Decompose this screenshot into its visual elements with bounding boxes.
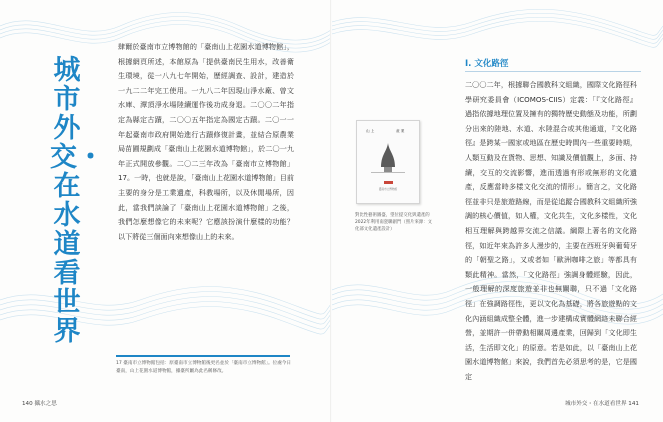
- section-heading: I. 文化路徑: [465, 59, 509, 69]
- body-text-left: 肆爾於臺南市立博物館的「臺南山上花園水道博物館」，根據網頁所述，本館原為「提供臺南民生用水，改善衛生環境，從一八九七年開始，歷經調查、設計，建造於一九二二年完工使用。一九八二年因現山淨水廠、曾文水庫、潭頂淨水場陸續運作後功成身退。二〇〇二年指定為縣定古蹟，二〇〇五年指定為國定古蹟。二〇一一年起臺南市政府開始進行古蹟修復計畫，並結合原農業局苗圃規劃成「臺南山上花園水道博物館」，於二〇一九年正式開放參觀。二〇二三年改為「臺南市立博物館」17。一時，也就是說，「臺南山上花園水道博物館」目前主要的身分是工業遺產，科教場所，以及休閒場所，因此，當我們談論了「臺南山上花園水道博物館」之後，我們怎麼想像它的未來呢？它應該扮演什麼樣的功能？以下將從三個面向來想像山上的未來。: [118, 42, 294, 241]
- figure-title-right: 產 業: [396, 129, 405, 133]
- left-page: [0, 0, 331, 422]
- footnote: 17 臺南市立博物館包括：原臺南市立博物館後更名並於「臺南市立博物館」。位處今日臺南，山上花園水道博物館，據臺所屬為此名稱修改。: [116, 361, 291, 375]
- figure-subtitle: 臺南市立博物館: [378, 188, 398, 191]
- figure-title-left: 山 上: [366, 129, 375, 133]
- publisher-logo: [384, 181, 393, 184]
- body-text-right: 二〇〇二年，根據聯合國教科文組織，國際文化路徑科學研究委員會（ICOMOS-CIIS）定義：「『文化路徑』過指依據地理位置及擁有的獨特歷史動態及功能，所劃分出來的陸地、水道、水陸混合或其他通道，『文化路徑』是跨某一國家或地區在歷史時間內一些重要時期，人類互動及在貨物、思想、知識及價值觀上，多面、持續，交互的交流影響，進而透過有形或無形的文化遺產，反應當時多樣文化交流的情形」。簡言之，文化路徑並非只是旅遊路線，而是從追蹤合國教科文組織所強調的核心價值，如人權，文化共生，文化多樣性，文化相互理解與跨越界交流之信議。綱際上著名的文化路徑，如近年來為許多人漫步的，主要在西班牙與葡萄牙的「朝聖之路」，又或者如「歐洲咖啡之旅」等都具有類此精神。當然，「文化路徑」強調身體經驗，因此，一般理解的深度旅遊並非也無關聯，只不過「文化路徑」在強調路徑性，更以文化為基礎，將各旅遊點的文化內涵組織成整全體，進一步建構成實體網絡未聯合經營，並期許一併帶動相關周邊產業，回歸到「文化即生活，生活即文化」的原意。若是如此，以「臺南山上花園水道博物館」來說，我們首先必須思考的是，它是國定: [465, 80, 637, 381]
- page-title: 城市外交・在水道看世界: [50, 55, 104, 347]
- page-number-left: 140 攝水之思: [22, 401, 57, 407]
- page-number-right: 城市外交・在水道看世界 141: [565, 401, 639, 407]
- section-divider: [465, 71, 641, 72]
- footnote-divider: [116, 355, 290, 357]
- figure-caption: 對比性藝術圖盛，望位提交化與遺產的2022年利用南瓷聯創門（照片來源：文化部文化遺產設計）: [355, 213, 433, 232]
- figure-book-cover: [356, 120, 420, 204]
